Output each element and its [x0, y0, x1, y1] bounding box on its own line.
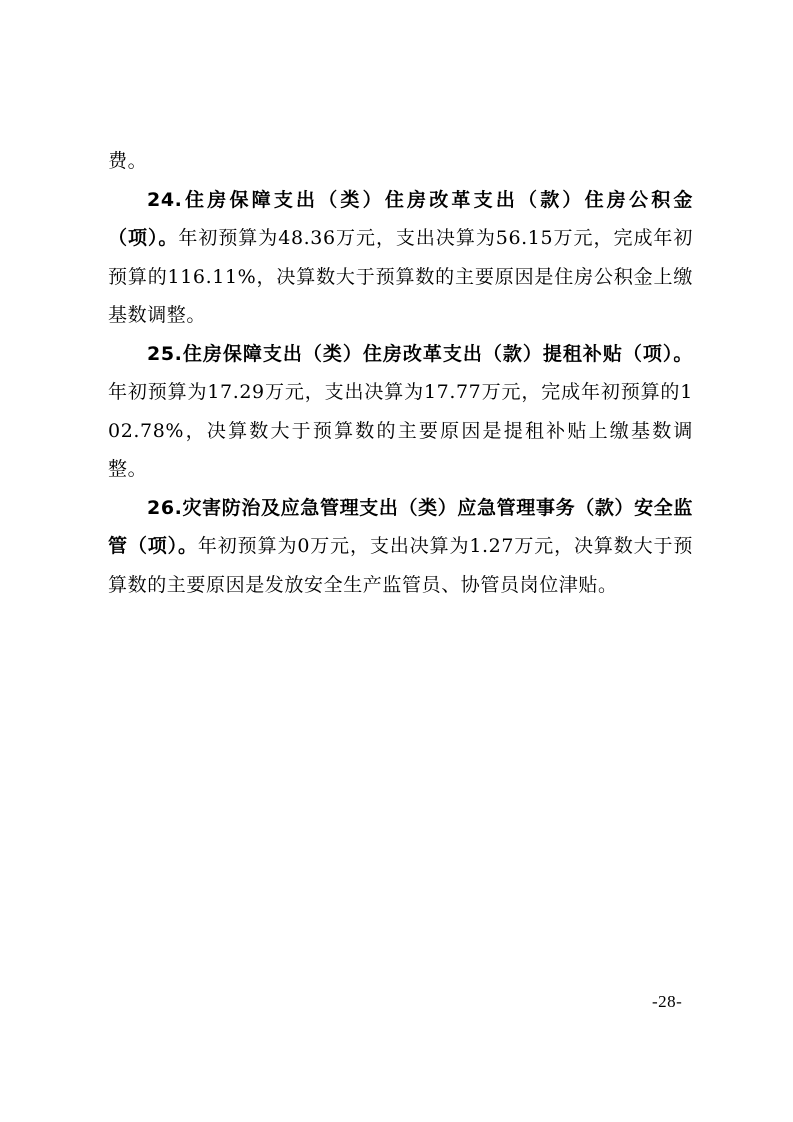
section-body-26: 年初预算为0万元，支出决算为1.27万元，决算数大于预算数的主要原因是发放安全生产监管员、协管员岗位津贴。: [108, 535, 693, 596]
section-body-25: 年初预算为17.29万元，支出决算为17.77万元，完成年初预算的102.78%，决算数大于预算数的主要原因是提租补贴上缴基数调整。: [108, 381, 693, 480]
document-body: [108, 142, 693, 604]
section-heading-26: 26.灾害防治及应急管理支出（类）应急管理事务（款）安全监管（项）。: [108, 496, 693, 557]
section-heading-25: 25.住房保障支出（类）住房改革支出（款）提租补贴（项）。: [147, 342, 693, 365]
section-paragraph-26: [108, 489, 693, 605]
continuation-paragraph: 费。: [108, 150, 148, 172]
page-number: -28-: [652, 992, 683, 1011]
section-body-24: 年初预算为48.36万元，支出决算为56.15万元，完成年初预算的116.11%，决算数大于预算数的主要原因是住房公积金上缴基数调整。: [108, 227, 693, 326]
section-heading-24: 24.住房保障支出（类）住房改革支出（款）住房公积金（项）。: [108, 188, 693, 249]
section-paragraph-24: [108, 181, 693, 335]
section-paragraph-25: [108, 335, 693, 489]
